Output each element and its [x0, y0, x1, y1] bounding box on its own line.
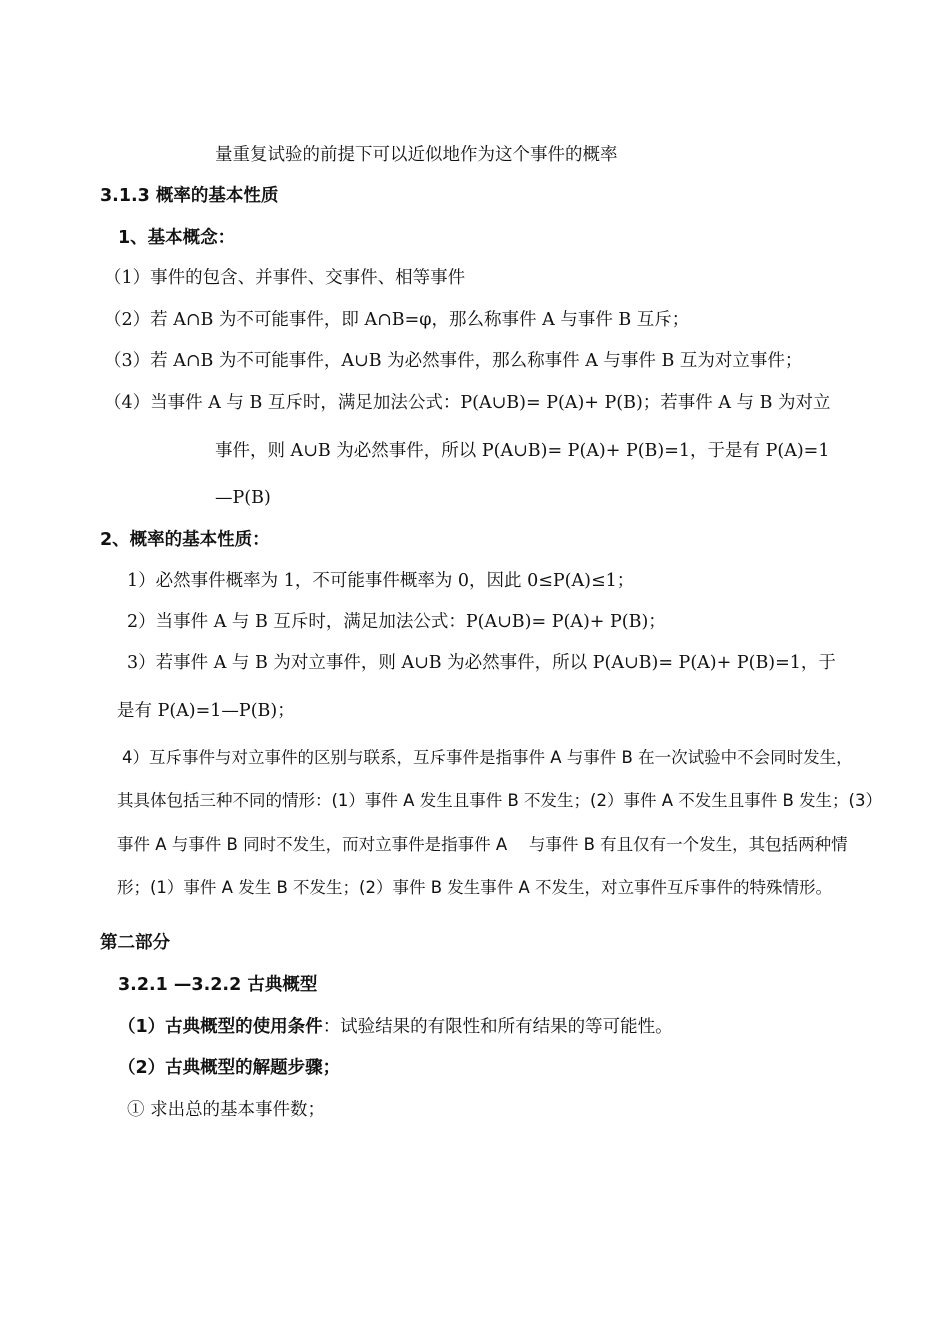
property-item-continued: 事件 A 与事件 B 同时不发生，而对立事件是指事件 A 与事件 B 有且仅有一个发生，其包括两种情 — [117, 835, 848, 854]
property-item: 2）当事件 A 与 B 互斥时，满足加法公式：P(A∪B)= P(A)+ P(B)； — [127, 612, 666, 632]
classical-item-label: （1）古典概型的使用条件 — [118, 1017, 323, 1037]
property-item: 3）若事件 A 与 B 为对立事件，则 A∪B 为必然事件，所以 P(A∪B)= P(A)+ P(B)=1，于 — [127, 653, 836, 673]
property-item: 4）互斥事件与对立事件的区别与联系，互斥事件是指事件 A 与事件 B 在一次试验中不会同时发生， — [122, 748, 853, 767]
subsection-heading: 2、概率的基本性质： — [100, 530, 270, 550]
property-item-continued: 形；(1）事件 A 发生 B 不发生；(2）事件 B 发生事件 A 不发生，对立事件互斥事件的特殊情形。 — [117, 878, 833, 897]
concept-item: （1）事件的包含、并事件、交事件、相等事件 — [104, 268, 466, 288]
part-heading: 第二部分 — [100, 933, 170, 953]
text-line: 量重复试验的前提下可以近似地作为这个事件的概率 — [215, 145, 618, 165]
classical-step: ① 求出总的基本事件数； — [127, 1100, 326, 1120]
section-heading: 3.1.3 概率的基本性质 — [100, 186, 279, 206]
concept-item: （3）若 A∩B 为不可能事件，A∪B 为必然事件，那么称事件 A 与事件 B 互为对立事件； — [104, 351, 803, 371]
property-item: 1）必然事件概率为 1，不可能事件概率为 0，因此 0≤P(A)≤1； — [127, 571, 635, 591]
concept-item-continued: 事件，则 A∪B 为必然事件，所以 P(A∪B)= P(A)+ P(B)=1，于是有 P(A)=1 — [215, 441, 830, 461]
section-heading: 3.2.1 —3.2.2 古典概型 — [118, 975, 318, 995]
classical-item — [118, 1015, 673, 1039]
concept-item: （4）当事件 A 与 B 互斥时，满足加法公式：P(A∪B)= P(A)+ P(B)；若事件 A 与 B 为对立 — [104, 393, 831, 413]
classical-item: （2）古典概型的解题步骤； — [118, 1058, 341, 1078]
concept-item-continued: —P(B) — [215, 488, 271, 508]
property-item-continued: 其具体包括三种不同的情形：(1）事件 A 发生且事件 B 不发生；(2）事件 A 不发生且事件 B 发生；(3） — [117, 791, 882, 810]
subsection-heading: 1、基本概念： — [118, 228, 236, 248]
property-item-continued: 是有 P(A)=1—P(B)； — [117, 701, 295, 721]
concept-item: （2）若 A∩B 为不可能事件，即 A∩B=φ，那么称事件 A 与事件 B 互斥； — [104, 310, 690, 330]
classical-item-text: ：试验结果的有限性和所有结果的等可能性。 — [322, 1017, 673, 1037]
